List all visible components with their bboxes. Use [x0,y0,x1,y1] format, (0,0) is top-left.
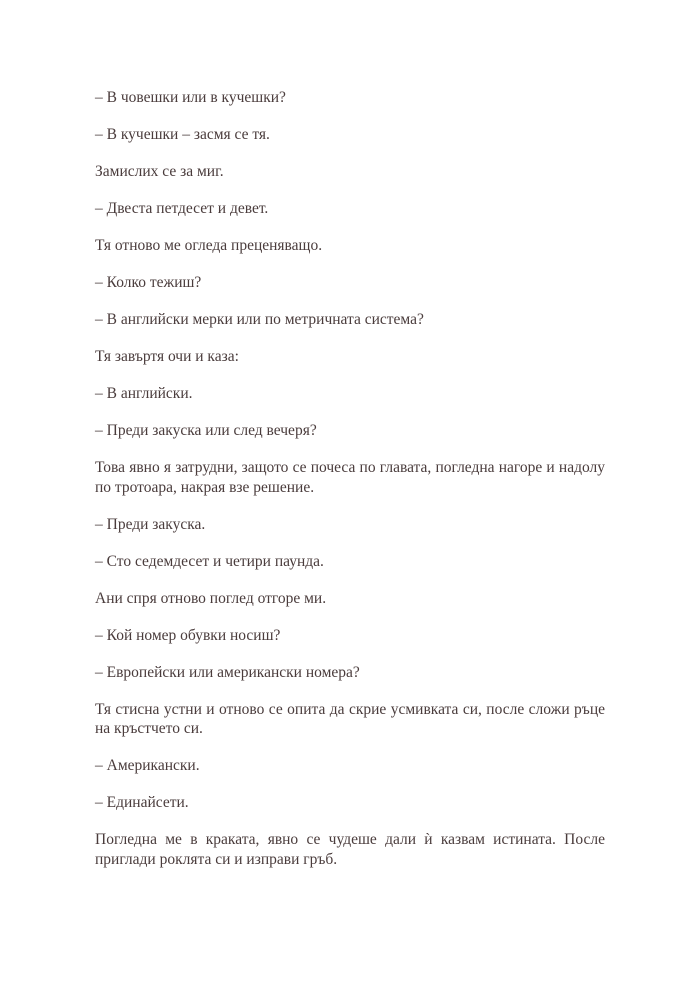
paragraph: – Преди закуска. [95,515,206,533]
paragraph: Ани спря отново поглед отгоре ми. [95,589,327,607]
paragraph: – Двеста петдесет и девет. [95,200,269,217]
paragraph: – Колко тежиш? [95,274,202,291]
paragraph: Погледна ме в краката, явно се чудеше дали ѝ казвам истината. После приглади роклята си и изправи гръб. [95,831,605,868]
paragraph: Тя стисна устни и отново се опита да скрие усмивката си, после сложи ръце на кръстчето си. [95,700,605,737]
paragraph: – Европейски или американски номера? [95,663,360,681]
paragraph: – В кучешки – засмя се тя. [95,126,270,143]
paragraph: – Сто седемдесет и четири паунда. [95,552,324,570]
paragraph: – Кой номер обувки носиш? [95,626,281,644]
paragraph: – В английски. [95,385,193,402]
paragraph: – Единайсети. [95,794,189,811]
paragraph: Тя отново ме огледа преценяващо. [95,237,323,254]
paragraph: Замислих се за миг. [95,163,224,180]
body-text [95,88,605,887]
paragraph: Тя завъртя очи и каза: [95,348,239,365]
paragraph: – В английски мерки или по метричната система? [95,311,424,328]
paragraph: – В човешки или в кучешки? [95,89,286,106]
paragraph: – Американски. [95,757,200,774]
paragraph: – Преди закуска или след вечеря? [95,422,317,439]
paragraph: Това явно я затрудни, защото се почеса по главата, погледна нагоре и надолу по тротоара, накрая взе решение. [95,459,605,496]
